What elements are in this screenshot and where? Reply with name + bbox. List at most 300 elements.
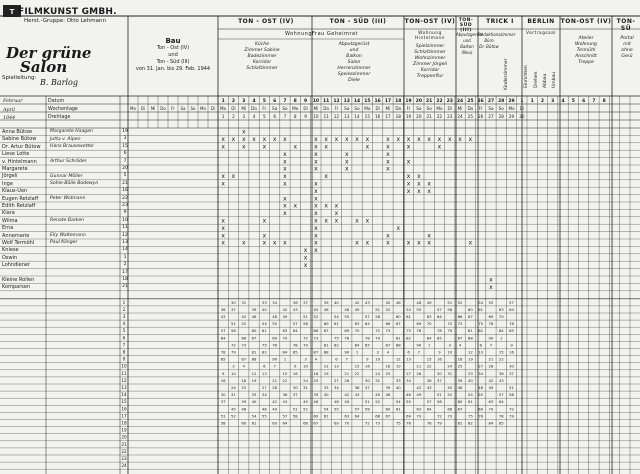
row-number: 5 xyxy=(123,173,127,179)
scene-number: 69 xyxy=(344,328,350,334)
scene-number: 37 xyxy=(231,306,236,312)
booking-mark: x xyxy=(427,232,431,240)
scene-number: 3 xyxy=(304,356,307,362)
scene-number: 72 xyxy=(364,420,370,426)
scene-number: 72 xyxy=(231,342,236,348)
scene-number: 24 xyxy=(303,377,308,383)
weekday-11: Fr xyxy=(334,106,339,111)
role-name: Liese Lotte xyxy=(2,151,30,158)
scene-number: 72 xyxy=(303,335,308,341)
director-name: B. Barlog xyxy=(40,78,78,87)
role-name: Lohndiener xyxy=(2,262,31,269)
date-22: 23 xyxy=(446,99,453,104)
date-29: 1 xyxy=(520,99,524,104)
scene-number: 19 xyxy=(323,370,329,376)
scene-number: 51 xyxy=(231,321,236,327)
scene-number: 45 xyxy=(303,399,308,405)
scene-number: 58 xyxy=(375,314,381,319)
scene-number: 46 xyxy=(385,392,391,398)
scene-number: 6 xyxy=(479,342,482,348)
scene-number: 25 xyxy=(313,377,319,383)
weekday-20: So xyxy=(426,106,432,111)
date-0: 1 xyxy=(221,99,225,104)
scene-number: 57 xyxy=(364,314,370,319)
scene-number: 40 xyxy=(395,385,401,390)
booking-mark: x xyxy=(406,239,411,247)
scene-number: 63 xyxy=(354,321,360,327)
scene-number: 43 xyxy=(292,306,298,312)
scene-number: 72 xyxy=(509,406,514,412)
vert-umbau: Umbau xyxy=(552,71,557,88)
booking-mark: x xyxy=(283,150,287,158)
date-5: 6 xyxy=(273,99,277,104)
scene-number: 63 xyxy=(272,420,278,426)
booking-mark: x xyxy=(324,136,328,144)
booking-mark: x xyxy=(355,217,359,225)
booking-mark: x xyxy=(314,210,318,218)
scene-number: 64 xyxy=(220,335,226,341)
set-diele: Diele xyxy=(348,78,360,83)
scene-number: 58 xyxy=(437,399,442,405)
scene-number: 49 xyxy=(344,399,350,405)
drehtag-24: 25 xyxy=(467,114,474,119)
scene-number: 57 xyxy=(292,321,298,327)
scene-number: 33 xyxy=(261,299,267,305)
scene-number: 18 xyxy=(385,363,391,369)
date2-1: 2 xyxy=(540,99,545,104)
scene-number: 66 xyxy=(385,321,391,327)
left-weekday-3: Do xyxy=(160,106,166,111)
scene-number: 40 xyxy=(261,306,267,312)
row-number: 7 xyxy=(123,158,127,164)
scene-number: 61 xyxy=(323,413,329,419)
weekday-13: So xyxy=(354,106,360,111)
scene-number: 54 xyxy=(323,406,329,412)
booking-mark: x xyxy=(468,136,473,144)
scene-number: 42 xyxy=(282,306,288,312)
date-3: 4 xyxy=(252,99,256,104)
booking-mark: x xyxy=(417,136,421,144)
scene-number: 75 xyxy=(261,342,267,348)
scene-number: 54 xyxy=(406,306,411,312)
date2-7: 8 xyxy=(602,99,606,104)
row-number: 21 xyxy=(122,284,128,290)
booking-mark: x xyxy=(334,210,339,218)
booking-mark: x xyxy=(241,143,246,151)
scene-number: 3 xyxy=(232,363,235,369)
role-name: Erna xyxy=(2,225,14,232)
booking-mark: x xyxy=(437,143,442,151)
scene-number: 36 xyxy=(498,370,504,376)
row-number: 13 xyxy=(122,240,128,245)
scene-number: 6 xyxy=(263,363,266,369)
scene-number: 84 xyxy=(488,420,494,426)
date-28: 29 xyxy=(508,99,515,104)
role-name: Komparsen xyxy=(2,284,31,291)
set-speisezimmer: Speisezimmer xyxy=(337,72,371,77)
scene-number: 61 xyxy=(334,321,339,327)
lower-row-number: 17 xyxy=(121,413,127,419)
scene-number: 54 xyxy=(467,392,473,398)
scene-number: 21 xyxy=(416,363,422,369)
scene-number: 34 xyxy=(406,377,411,383)
company-group: Herst.-Gruppe: Otto Lehmann xyxy=(24,18,107,24)
scene-number: 18 xyxy=(457,356,463,362)
scene-number: 63 xyxy=(426,314,432,319)
scene-number: 85 xyxy=(509,328,514,334)
left-weekday-4: Fr xyxy=(171,106,175,111)
date-13: 14 xyxy=(353,99,361,104)
scene-number: 64 xyxy=(282,420,288,426)
scene-number: 7 xyxy=(489,342,493,348)
drehtag-26: 27 xyxy=(488,114,494,119)
scene-number: 16 xyxy=(509,349,514,355)
scene-number: 31 xyxy=(241,299,247,305)
row-number: 12 xyxy=(122,232,128,238)
scene-number: 10 xyxy=(447,349,453,355)
scene-number: 42 xyxy=(354,299,360,305)
label-month1: Februar xyxy=(3,99,23,104)
scene-number: 6 xyxy=(335,356,338,362)
booking-mark: x xyxy=(283,173,287,181)
drehtag-3: 4 xyxy=(252,114,256,119)
scene-number: 82 xyxy=(261,349,267,355)
scene-number: 15 xyxy=(426,356,432,362)
scene-number: 70 xyxy=(416,413,422,419)
role-name: v. Hintelmann xyxy=(2,158,37,165)
drehtag-21: 22 xyxy=(436,114,443,119)
scene-number: 16 xyxy=(437,356,442,362)
scene-number: 30 xyxy=(231,299,236,305)
booking-mark: x xyxy=(314,232,318,240)
weekday-0: Mo xyxy=(220,106,227,111)
section-ton-ost-1: TON - OST (IV) xyxy=(238,18,294,25)
scene-number: 70 xyxy=(498,314,504,319)
left-weekday-0: Mo xyxy=(130,106,136,111)
date2-2: 3 xyxy=(551,99,555,104)
booking-mark: x xyxy=(406,136,411,144)
scene-number: 79 xyxy=(375,335,381,341)
scene-number: 70 xyxy=(282,335,288,341)
scene-number: 43 xyxy=(354,392,360,398)
date-2: 3 xyxy=(242,99,246,104)
director-label: Spielleitung: xyxy=(2,75,37,81)
booking-mark: x xyxy=(396,136,401,144)
company-name: FILMKUNST GMBH. xyxy=(18,7,117,17)
set-treppe: Treppe xyxy=(578,60,594,65)
vert-einrichten: Einrichten xyxy=(524,65,529,88)
date2-5: 6 xyxy=(582,99,586,104)
scene-number: 46 xyxy=(313,399,319,405)
booking-mark: x xyxy=(283,158,287,166)
date-10: 11 xyxy=(323,99,330,104)
set-wohnung-2: Wohnung xyxy=(575,42,597,47)
scene-number: 66 xyxy=(457,314,463,319)
drehtag-17: 18 xyxy=(395,114,401,119)
scene-number: 76 xyxy=(488,321,494,327)
scene-number: 57 xyxy=(220,328,226,334)
scene-number: 36 xyxy=(292,299,298,305)
weekday-27: So xyxy=(498,106,504,111)
date2-6: 7 xyxy=(592,99,596,104)
booking-mark: x xyxy=(314,158,318,166)
row-number: 14 xyxy=(122,247,128,253)
vert-drehen: Drehen xyxy=(534,71,539,88)
scene-number: 78 xyxy=(437,328,442,334)
drehtag-2: 3 xyxy=(242,114,246,119)
set-abputzgeruest: Abputzgerüst xyxy=(338,42,370,47)
booking-mark: x xyxy=(386,150,390,158)
scene-number: 88 xyxy=(467,335,473,341)
set-dr-buetow: Dr. Bütow xyxy=(479,44,499,49)
scene-number: 87 xyxy=(457,335,463,341)
booking-mark: x xyxy=(344,165,349,173)
scene-number: 34 xyxy=(261,392,267,398)
scene-number: 43 xyxy=(220,314,226,319)
lower-row-number: 12 xyxy=(121,377,127,383)
scene-number: 19 xyxy=(251,377,257,383)
scene-number: 69 xyxy=(488,314,494,319)
drehtag-13: 14 xyxy=(354,114,360,119)
left-weekday-8: Di xyxy=(210,106,216,111)
booking-mark: x xyxy=(283,165,287,173)
scene-number: 39 xyxy=(385,385,391,390)
drehtag-25: 26 xyxy=(477,114,484,119)
scene-number: 61 xyxy=(261,328,267,334)
date-16: 17 xyxy=(384,99,392,104)
lower-row-number: 21 xyxy=(121,441,127,447)
scene-number: 54 xyxy=(478,299,484,305)
booking-mark: x xyxy=(324,202,328,210)
set-balkon-2: Balkon xyxy=(460,44,474,49)
scene-number: 64 xyxy=(498,399,504,405)
actor-name: Hans Brausewetter xyxy=(50,144,94,149)
scene-number: 87 xyxy=(385,342,391,348)
scene-number: 39 xyxy=(251,306,257,312)
scene-number: 72 xyxy=(375,328,381,334)
scene-number: 36 xyxy=(220,306,226,312)
scene-number: 85 xyxy=(220,356,226,362)
set-salon: Salon xyxy=(347,60,361,65)
booking-mark: x xyxy=(303,254,308,262)
scene-number: 28 xyxy=(272,385,278,390)
scene-number: 88 xyxy=(395,342,401,348)
date-24: 25 xyxy=(467,99,474,104)
row-number: 21 xyxy=(122,180,128,186)
scene-number: 90 xyxy=(272,356,278,362)
lower-row-number: 6 xyxy=(122,335,126,341)
booking-mark: x xyxy=(262,143,267,151)
weekday-28: Mo xyxy=(508,106,515,111)
drehtag-6: 7 xyxy=(283,114,287,119)
weekday-16: Mi xyxy=(385,106,391,111)
scene-number: 9 xyxy=(366,356,369,362)
scene-number: 25 xyxy=(241,385,247,390)
lower-row-number: 14 xyxy=(121,392,127,398)
scene-number: 85 xyxy=(498,420,504,426)
scene-number: 13 xyxy=(261,370,267,376)
scene-number: 63 xyxy=(416,406,422,412)
booking-mark: x xyxy=(283,239,287,247)
scene-number: 66 xyxy=(375,413,381,419)
booking-mark: x xyxy=(427,136,431,144)
date-4: 5 xyxy=(262,99,266,104)
lower-row-number: 3 xyxy=(122,314,126,319)
scene-number: 37 xyxy=(437,377,442,383)
booking-mark: x xyxy=(417,239,421,247)
set-atelier: Atelier xyxy=(578,36,594,41)
scene-number: 15 xyxy=(498,349,504,355)
scene-number: 9 xyxy=(294,363,297,369)
booking-mark: x xyxy=(314,165,318,173)
drehtag-19: 20 xyxy=(416,114,422,119)
scene-number: 81 xyxy=(457,420,463,426)
scene-number: 52 xyxy=(241,321,247,327)
drehtag-1: 2 xyxy=(232,114,235,119)
scene-number: 28 xyxy=(416,370,422,376)
set-abputz-2: Abputzgerüst xyxy=(456,32,483,37)
scene-number: 60 xyxy=(313,413,319,419)
scene-number: 78 xyxy=(220,349,226,355)
booking-mark: x xyxy=(355,136,359,144)
lower-row-number: 1 xyxy=(122,299,126,305)
booking-mark: x xyxy=(241,136,246,144)
set-korridor: Korridor xyxy=(252,60,272,65)
scene-number: 6 xyxy=(407,349,410,355)
scene-number: 78 xyxy=(509,321,514,327)
scene-number: 64 xyxy=(509,306,514,312)
scene-number: 66 xyxy=(313,328,319,334)
booking-mark: x xyxy=(262,217,267,225)
set-schlafzimmer-2: Schlafzimmer xyxy=(414,50,446,55)
drehtag-10: 11 xyxy=(323,114,329,119)
set-buero: Büro xyxy=(484,38,494,43)
scene-number: 33 xyxy=(395,377,401,383)
scene-number: 10 xyxy=(231,370,236,376)
role-name: Kleine Rollen xyxy=(2,277,35,283)
scene-number: 22 xyxy=(354,370,360,376)
row-number: 6 xyxy=(123,151,127,157)
actor-name: Jutta v. Alpen xyxy=(50,136,81,142)
booking-mark: x xyxy=(283,136,287,144)
booking-mark: x xyxy=(221,173,225,181)
scene-number: 70 xyxy=(488,406,494,412)
weekday-1: Di xyxy=(231,106,236,111)
scene-number: 49 xyxy=(354,306,360,312)
date-19: 20 xyxy=(415,99,422,104)
scene-number: 37 xyxy=(220,399,226,405)
scene-number: 57 xyxy=(354,406,360,412)
scene-number: 46 xyxy=(457,385,463,390)
scene-number: 51 xyxy=(375,306,381,312)
weekday-24: Do xyxy=(467,106,474,111)
booking-mark: x xyxy=(365,217,370,225)
bau-dates: von 31. Jan. bis 29. Feb. 1944 xyxy=(135,66,211,72)
scene-number: 55 xyxy=(344,314,350,319)
scene-number: 63 xyxy=(344,413,350,419)
weekday-4: Fr xyxy=(262,106,267,111)
drehtag-12: 13 xyxy=(344,114,350,119)
booking-mark: x xyxy=(396,224,401,232)
set-und: und xyxy=(349,48,359,53)
scene-number: 1 xyxy=(283,356,287,362)
booking-mark: x xyxy=(355,239,359,247)
scene-number: 4 xyxy=(242,363,245,369)
vert-kinderzimmer: Kinderzimmer xyxy=(504,58,509,90)
booking-mark: x xyxy=(386,239,390,247)
role-name: Klaus-Uen xyxy=(2,188,28,195)
weekday-12: Sa xyxy=(344,106,350,111)
label-datum: Datum xyxy=(48,99,65,104)
weekday-19: Sa xyxy=(416,106,422,111)
scene-number: 75 xyxy=(467,413,473,419)
drehtag-5: 6 xyxy=(273,114,276,119)
scene-number: 52 xyxy=(303,406,308,412)
scene-number: 42 xyxy=(416,385,422,390)
booking-mark: x xyxy=(344,136,349,144)
role-name: Sabine Bütow xyxy=(2,136,37,143)
booking-mark: x xyxy=(221,232,225,240)
set-geruest: Gerü xyxy=(621,54,633,59)
scene-number: 58 xyxy=(447,306,453,312)
scene-number: 87 xyxy=(241,356,247,362)
booking-mark: x xyxy=(314,143,318,151)
scene-number: 36 xyxy=(426,377,432,383)
booking-mark: x xyxy=(293,202,298,210)
booking-mark: x xyxy=(334,136,339,144)
lower-row-number: 10 xyxy=(121,363,127,369)
scene-number: 22 xyxy=(426,363,432,369)
scene-number: 69 xyxy=(416,321,422,327)
actor-name: Gunnar Möller xyxy=(50,173,83,179)
scene-number: 70 xyxy=(354,328,360,334)
scene-number: 75 xyxy=(334,335,339,341)
date-25: 26 xyxy=(477,99,484,104)
scene-number: 45 xyxy=(241,314,247,319)
scene-number: 46 xyxy=(395,299,401,305)
scene-number: 43 xyxy=(364,299,370,305)
date2-4: 5 xyxy=(571,99,575,104)
drehtag-11: 12 xyxy=(333,114,340,119)
booking-mark: x xyxy=(406,158,411,166)
drehtag-7: 8 xyxy=(293,114,297,119)
scene-number: 60 xyxy=(323,321,329,327)
date-15: 16 xyxy=(374,99,381,104)
set-ohne: ohne xyxy=(621,48,633,53)
row-number: 9 xyxy=(123,210,127,216)
scene-number: 39 xyxy=(457,377,463,383)
weekday-25: Fr xyxy=(478,106,483,111)
booking-mark: x xyxy=(406,173,411,181)
scene-number: 64 xyxy=(437,314,442,319)
booking-mark: x xyxy=(262,232,267,240)
scene-number: 27 xyxy=(261,385,267,390)
booking-mark: x xyxy=(314,224,318,232)
scene-number: 81 xyxy=(323,342,329,348)
scene-number: 60 xyxy=(241,420,247,426)
booking-mark: x xyxy=(314,217,318,225)
booking-mark: x xyxy=(241,128,246,136)
scene-number: 30 xyxy=(292,385,298,390)
scene-number: 49 xyxy=(416,392,422,398)
scene-number: 48 xyxy=(416,299,422,305)
scene-number: 64 xyxy=(292,328,298,334)
drehtag-15: 16 xyxy=(374,114,381,119)
booking-mark: x xyxy=(365,136,370,144)
scene-number: 72 xyxy=(437,413,442,419)
booking-mark: x xyxy=(283,180,287,188)
set-anschnitt: Anschnitt xyxy=(575,54,597,59)
